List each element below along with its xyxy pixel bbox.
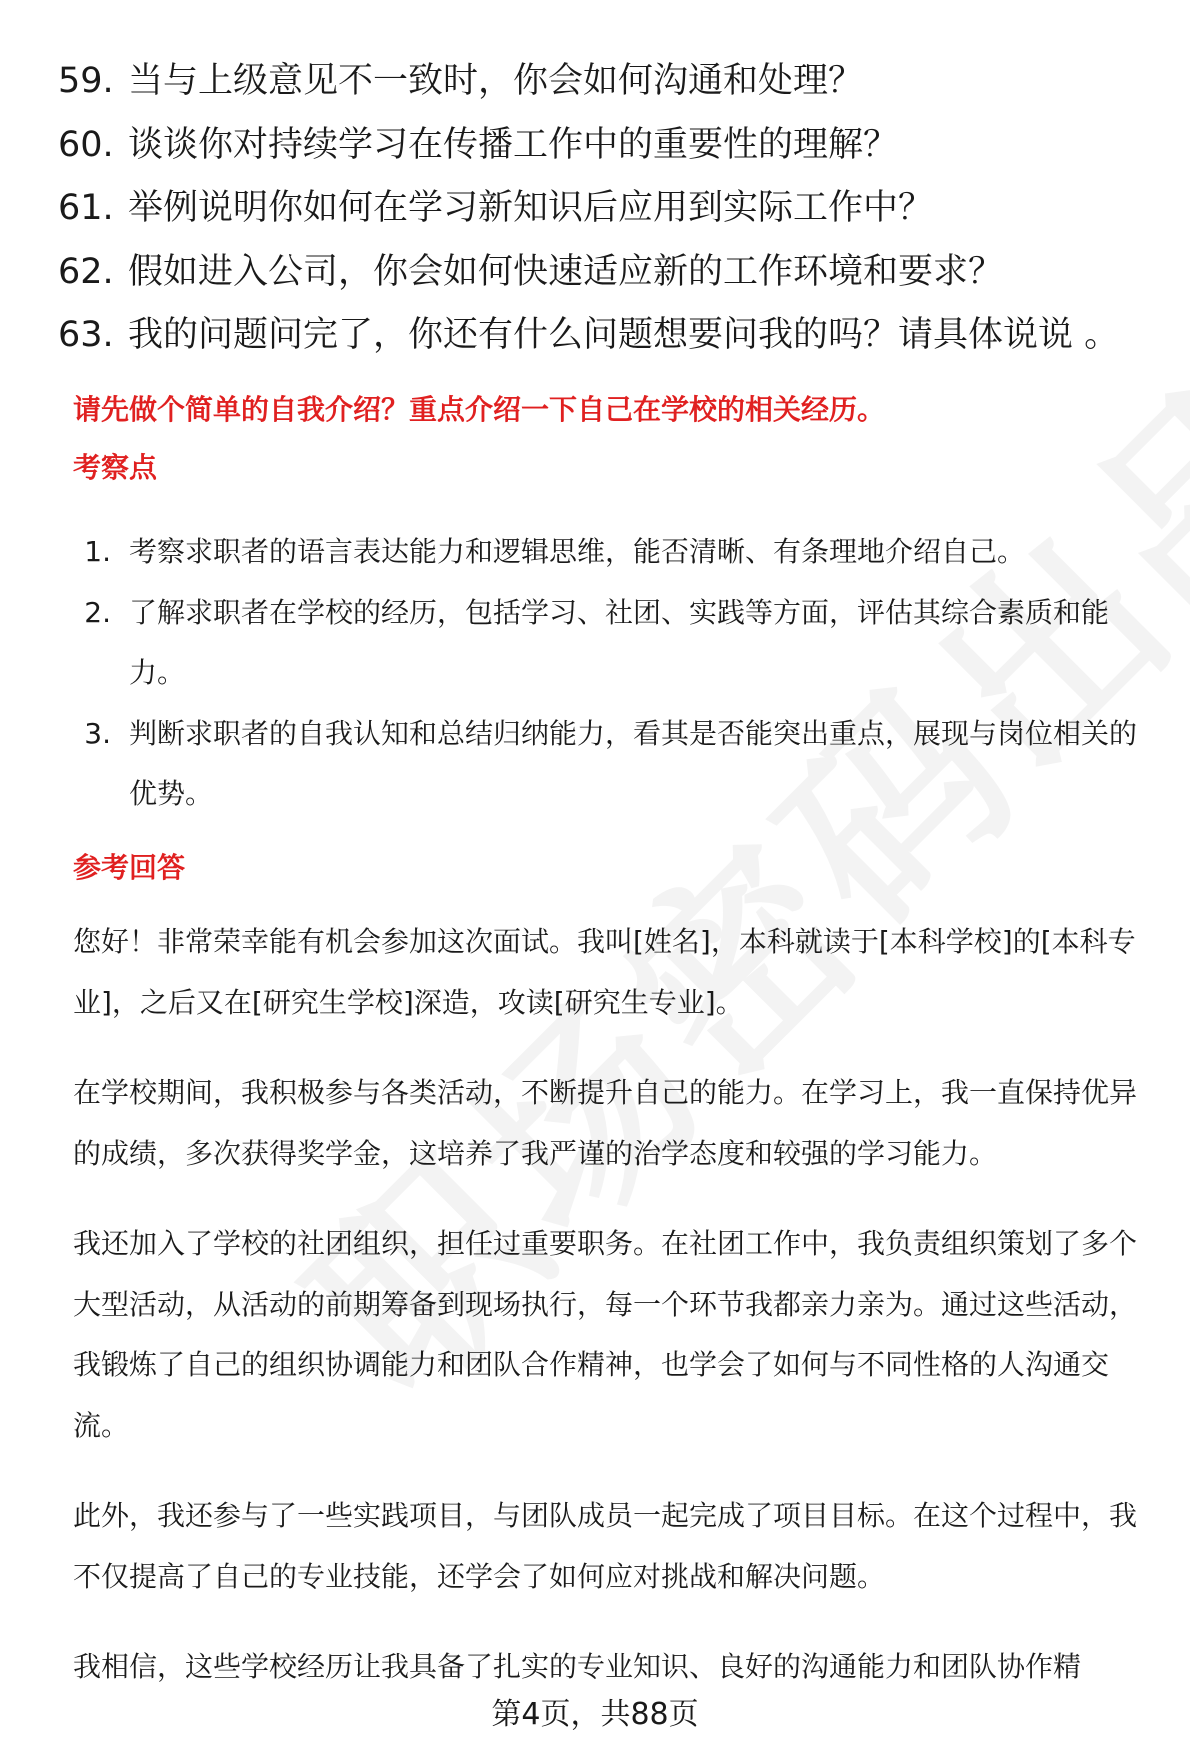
point-text: 了解求职者在学校的经历，包括学习、社团、实践等方面，评估其综合素质和能力。 bbox=[129, 595, 1110, 689]
answer-paragraph: 在学校期间，我积极参与各类活动，不断提升自己的能力。在学习上，我一直保持优异的成绩，多次获得奖学金，这培养了我严谨的治学态度和较强的学习能力。 bbox=[73, 1076, 1138, 1170]
answer-paragraph: 我还加入了学校的社团组织，担任过重要职务。在社团工作中，我负责组织策划了多个大型活动，从活动的前期筹备到现场执行，每一个环节我都亲力亲为。通过这些活动，我锻炼了自己的组织协调能力和团队合作精神，也学会了如何与不同性格的人沟通交流。 bbox=[73, 1227, 1138, 1442]
answer-heading: 参考回答 bbox=[73, 851, 186, 884]
question-number: 61. bbox=[58, 188, 114, 229]
question-number: 63. bbox=[58, 315, 114, 356]
points-heading: 考察点 bbox=[73, 451, 158, 484]
point-number: 2. bbox=[84, 595, 111, 629]
question-text: 当与上级意见不一致时，你会如何沟通和处理？ bbox=[128, 61, 864, 102]
list-item bbox=[73, 704, 1158, 825]
question-text: 我的问题问完了，你还有什么问题想要问我的吗？请具体说说 。 bbox=[128, 315, 1120, 356]
point-text: 考察求职者的语言表达能力和逻辑思维，能否清晰、有条理地介绍自己。 bbox=[129, 535, 1026, 568]
assessment-points-list bbox=[73, 522, 1158, 825]
point-number: 1. bbox=[84, 535, 111, 568]
interview-question-heading: 请先做个简单的自我介绍？重点介绍一下自己在学校的相关经历。 bbox=[73, 393, 886, 426]
question-item bbox=[58, 177, 1158, 241]
answer-paragraph: 此外，我还参与了一些实践项目，与团队成员一起完成了项目目标。在这个过程中，我不仅提高了自己的专业技能，还学会了如何应对挑战和解决问题。 bbox=[73, 1499, 1138, 1593]
question-list bbox=[58, 50, 1158, 368]
answer-paragraph: 我相信，这些学校经历让我具备了扎实的专业知识、良好的沟通能力和团队协作精 bbox=[73, 1650, 1082, 1683]
question-number: 62. bbox=[58, 251, 114, 292]
list-item bbox=[73, 522, 1158, 583]
question-item bbox=[58, 114, 1158, 178]
point-number: 3. bbox=[84, 716, 111, 750]
question-text: 谈谈你对持续学习在传播工作中的重要性的理解？ bbox=[128, 124, 899, 165]
question-item bbox=[58, 241, 1158, 305]
point-text: 判断求职者的自我认知和总结归纳能力，看其是否能突出重点，展现与岗位相关的优势。 bbox=[129, 716, 1138, 810]
question-item bbox=[58, 50, 1158, 114]
list-item bbox=[73, 583, 1158, 704]
question-number: 60. bbox=[58, 124, 114, 165]
page-number-footer: 第4页，共88页 bbox=[491, 1697, 699, 1732]
question-text: 举例说明你如何在学习新知识后应用到实际工作中？ bbox=[128, 188, 934, 229]
answer-paragraph: 您好！非常荣幸能有机会参加这次面试。我叫[姓名]，本科就读于[本科学校]的[本科专业]，之后又在[研究生学校]深造，攻读[研究生专业]。 bbox=[73, 925, 1136, 1019]
question-item bbox=[58, 304, 1158, 368]
question-text: 假如进入公司，你会如何快速适应新的工作环境和要求？ bbox=[128, 251, 1004, 292]
question-number: 59. bbox=[58, 61, 114, 102]
